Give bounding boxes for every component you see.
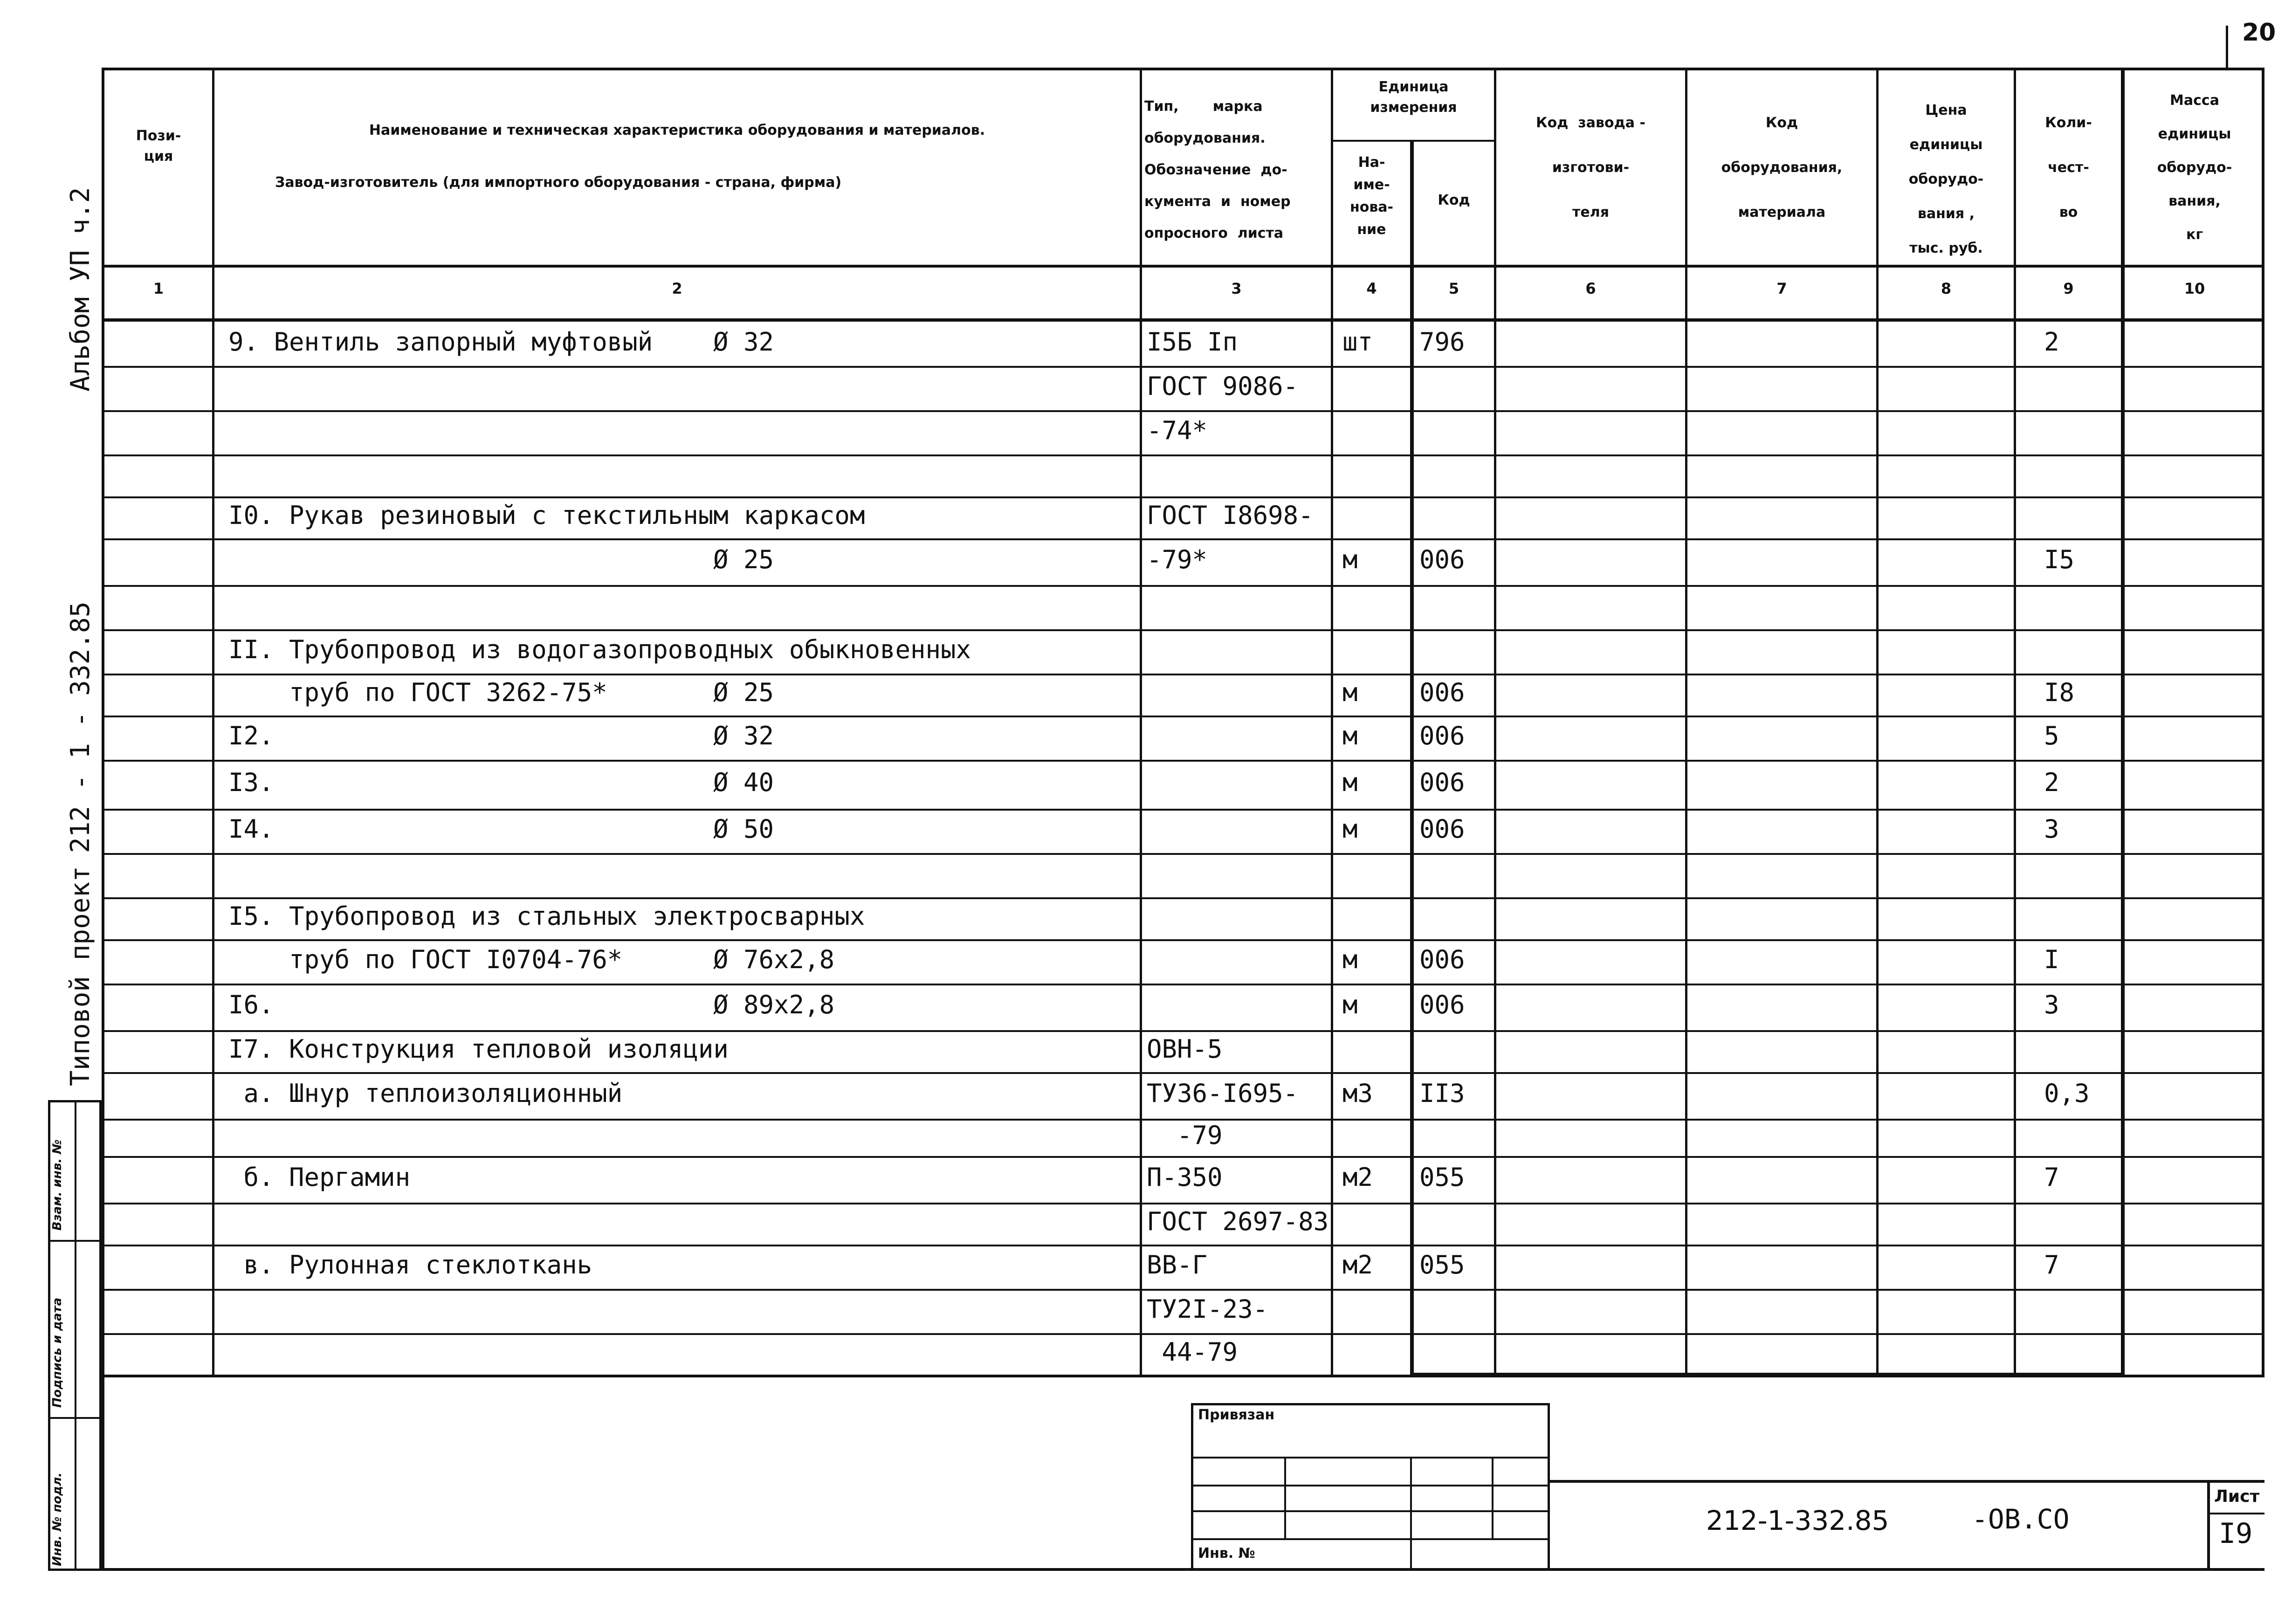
side-label-project-type: Типовой проект xyxy=(65,866,96,1086)
row-line xyxy=(102,496,2264,498)
cell-dia: Ø 40 xyxy=(713,768,774,797)
cell-qty: 3 xyxy=(2044,990,2059,1019)
col-line xyxy=(1331,68,1333,1377)
cell-dia: Ø 89х2,8 xyxy=(713,990,835,1019)
cell-qty: 3 xyxy=(2044,814,2059,844)
cell-dia: Ø 76х2,8 xyxy=(713,945,835,974)
row-line xyxy=(102,1203,2264,1204)
cell-code: 006 xyxy=(1419,545,1465,574)
row-line xyxy=(102,1072,2264,1074)
cell-dia: Ø 50 xyxy=(713,814,774,844)
cell-unit: м xyxy=(1342,990,1358,1019)
header-mass: Масса единицы оборудо- вания, кг xyxy=(2157,92,2232,243)
header-unit-name: На- име- нова- ние xyxy=(1349,154,1394,238)
cell-unit: м xyxy=(1342,545,1358,574)
cell-name: б. Пергамин xyxy=(228,1163,411,1192)
cell-qty: 2 xyxy=(2044,327,2059,357)
cell-name: труб по ГОСТ I0704-76* xyxy=(228,945,623,974)
sheet-label: Лист xyxy=(2214,1487,2260,1506)
cell-qty: 5 xyxy=(2044,721,2059,750)
cell-qty: I5 xyxy=(2044,545,2075,574)
row-line xyxy=(102,853,2264,855)
col-line xyxy=(1140,68,1142,1377)
cell-name: II. Трубопровод из водогазопроводных обыкновенных xyxy=(228,635,971,664)
cell-code: 006 xyxy=(1419,814,1465,844)
row-line xyxy=(102,809,2264,811)
cell-unit: м xyxy=(1342,721,1358,750)
cell-doc: -74* xyxy=(1147,416,1208,445)
cell-doc: 44-79 xyxy=(1147,1337,1238,1367)
cell-doc: ТУ2I-23- xyxy=(1147,1294,1268,1324)
row-line xyxy=(102,1245,2264,1246)
column-number: 5 xyxy=(1448,280,1459,297)
header-position: Пози- ция xyxy=(136,128,181,165)
sheet-number: I9 xyxy=(2219,1517,2253,1550)
header-equipment-code: Код оборудования, материала xyxy=(1721,115,1843,220)
cell-dia: Ø 32 xyxy=(713,327,774,357)
binding-col xyxy=(1410,1457,1412,1571)
cell-name: I3. xyxy=(228,768,274,797)
cell-unit: м xyxy=(1342,768,1358,797)
inventory-label: Инв. № xyxy=(1198,1545,1255,1562)
page-number-divider xyxy=(2226,26,2228,68)
cell-qty: 2 xyxy=(2044,768,2059,797)
cell-doc: -79 xyxy=(1147,1121,1223,1150)
stamp-label-signature: Подпись и дата xyxy=(50,1297,64,1408)
row-line xyxy=(102,674,2264,675)
cell-doc: ГОСТ I8698- xyxy=(1147,501,1314,530)
cell-qty: 7 xyxy=(2044,1250,2059,1280)
row-line xyxy=(102,538,2264,540)
col-line xyxy=(1494,68,1496,1377)
row-line xyxy=(102,716,2264,717)
cell-code: 055 xyxy=(1419,1163,1465,1192)
cell-name: в. Рулонная стеклоткань xyxy=(228,1250,592,1280)
binding-col xyxy=(1492,1457,1494,1538)
cell-unit: м xyxy=(1342,945,1358,974)
cell-code: 006 xyxy=(1419,721,1465,750)
cell-qty: I xyxy=(2044,945,2059,974)
cell-code: 796 xyxy=(1419,327,1465,357)
binding-line xyxy=(1191,1538,1550,1540)
cell-name: I6. xyxy=(228,990,274,1019)
title-block-frame xyxy=(102,1377,2264,1571)
cell-name: I5. Трубопровод из стальных электросварных xyxy=(228,901,865,931)
column-number: 7 xyxy=(1776,280,1787,297)
cell-name: I7. Конструкция тепловой изоляции xyxy=(228,1034,729,1064)
cell-qty: I8 xyxy=(2044,678,2075,707)
cell-name: а. Шнур теплоизоляционный xyxy=(228,1079,623,1108)
column-number: 4 xyxy=(1366,280,1377,297)
cell-qty: 0,3 xyxy=(2044,1079,2090,1108)
row-line xyxy=(102,410,2264,412)
left-stamp-inner-line xyxy=(75,1100,76,1571)
cell-unit: шт xyxy=(1342,327,1373,357)
binding-line xyxy=(1191,1485,1550,1486)
col-line xyxy=(1410,140,1414,1377)
cell-doc: ТУ36-I695- xyxy=(1147,1079,1299,1108)
row-line xyxy=(102,939,2264,941)
row-line xyxy=(102,1156,2264,1158)
column-number: 8 xyxy=(1941,280,1952,297)
cell-doc: П-350 xyxy=(1147,1163,1223,1192)
header-type: Тип, марка оборудования. Обозначение до- кумента и номер опросного листа xyxy=(1144,98,1291,241)
cell-doc: ВВ-Г xyxy=(1147,1250,1208,1280)
sheet-box-line xyxy=(2207,1480,2210,1571)
row-line xyxy=(102,984,2264,985)
cell-dia: Ø 25 xyxy=(713,678,774,707)
cell-code: 006 xyxy=(1419,990,1465,1019)
column-number: 2 xyxy=(672,280,682,297)
cell-code: 006 xyxy=(1419,768,1465,797)
cell-doc: ГОСТ 9086- xyxy=(1147,372,1299,401)
row-line xyxy=(102,629,2264,631)
sheet-box-line xyxy=(2207,1513,2264,1514)
cell-qty: 7 xyxy=(2044,1163,2059,1192)
header-name-line2: Завод-изготовитель (для импортного оборудования - страна, фирма) xyxy=(275,174,842,191)
cell-doc: ОВН-5 xyxy=(1147,1034,1223,1064)
binding-line xyxy=(1191,1510,1550,1512)
cell-code: 006 xyxy=(1419,945,1465,974)
stamp-label-original: Инв. № подл. xyxy=(50,1472,64,1566)
cell-name: 9. Вентиль запорный муфтовый xyxy=(228,327,653,357)
cell-doc: -79* xyxy=(1147,545,1208,574)
column-number-line xyxy=(102,318,2264,322)
row-line xyxy=(102,760,2264,762)
binding-line xyxy=(1191,1457,1550,1459)
binding-stamp-label: Привязан xyxy=(1198,1407,1275,1423)
cell-name: труб по ГОСТ 3262-75* xyxy=(228,678,607,707)
col-line xyxy=(1685,68,1687,1377)
cell-name: I0. Рукав резиновый с текстильным каркасом xyxy=(228,501,865,530)
cell-name: I4. xyxy=(228,814,274,844)
cell-code: 055 xyxy=(1419,1250,1465,1280)
cell-code: 006 xyxy=(1419,678,1465,707)
page-number: 20 xyxy=(2242,19,2276,47)
cell-unit: м xyxy=(1342,678,1358,707)
side-label-album: Альбом УП ч.2 xyxy=(65,187,96,392)
col-line xyxy=(2014,68,2016,1377)
cell-unit: м3 xyxy=(1342,1079,1373,1108)
column-number: 9 xyxy=(2063,280,2074,297)
cell-dia: Ø 32 xyxy=(713,721,774,750)
main-stamp-top xyxy=(1550,1480,2264,1483)
header-name-line1: Наименование и техническая характеристика оборудования и материалов. xyxy=(369,122,985,138)
cell-name: I2. xyxy=(228,721,274,750)
document-designation: 212-1-332.85 xyxy=(1706,1505,1889,1536)
header-price: Цена единицы оборудо- вания , тыс. руб. xyxy=(1908,102,1984,256)
cell-doc: I5Б Iп xyxy=(1147,327,1238,357)
stamp-label-replacement: Взам. инв. № xyxy=(50,1139,64,1231)
cell-doc: ГОСТ 2697-83 xyxy=(1147,1207,1329,1236)
col-line xyxy=(2121,68,2125,1377)
row-line xyxy=(102,454,2264,456)
column-number: 1 xyxy=(153,280,164,297)
cell-code: II3 xyxy=(1419,1079,1465,1108)
document-suffix: -ОВ.СО xyxy=(1972,1503,2070,1535)
header-subline xyxy=(1331,140,1496,142)
col-line xyxy=(212,68,214,1377)
body-bottom-bold xyxy=(1410,1373,2125,1377)
row-line xyxy=(102,585,2264,587)
column-number: 10 xyxy=(2184,280,2205,297)
row-line xyxy=(102,897,2264,899)
cell-unit: м2 xyxy=(1342,1163,1373,1192)
row-line xyxy=(102,1030,2264,1032)
column-number: 3 xyxy=(1231,280,1242,297)
header-unit-code: Код xyxy=(1438,192,1470,208)
header-unit: Единица измерения xyxy=(1370,79,1457,116)
column-number: 6 xyxy=(1585,280,1596,297)
binding-col xyxy=(1284,1457,1286,1538)
row-line xyxy=(102,1333,2264,1335)
side-label-project-code: 212 - 1 - 332.85 xyxy=(65,601,96,853)
row-line xyxy=(102,1289,2264,1291)
cell-unit: м xyxy=(1342,814,1358,844)
row-line xyxy=(102,366,2264,368)
header-factory-code: Код завода - изготови- теля xyxy=(1536,115,1645,220)
header-quantity: Коли- чест- во xyxy=(2045,115,2092,220)
cell-unit: м2 xyxy=(1342,1250,1373,1280)
cell-dia: Ø 25 xyxy=(713,545,774,574)
